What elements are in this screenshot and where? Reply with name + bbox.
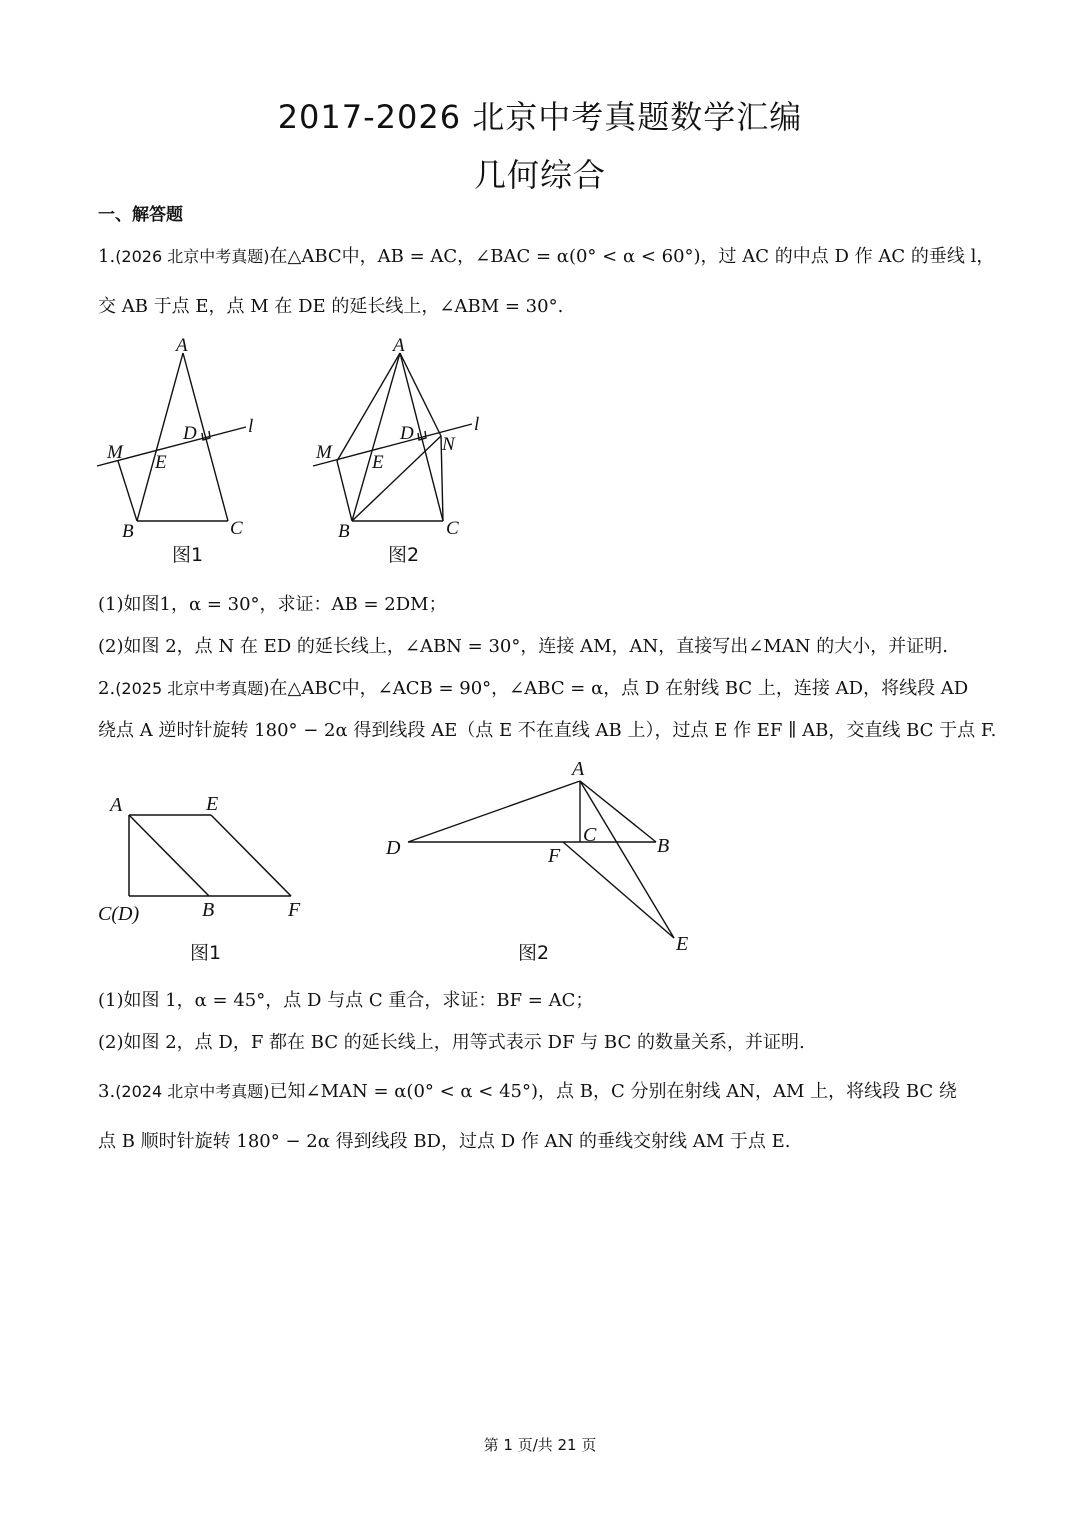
q1f2-label-a: A (393, 335, 405, 356)
q1f1-label-l: l (248, 416, 254, 437)
q2-fig2-caption: 图2 (518, 942, 550, 964)
q2f1-label-e: E (206, 793, 219, 815)
q2f2-label-f: F (548, 845, 561, 867)
q1-figure-1 (90, 330, 280, 570)
q1-number: 1. (98, 246, 116, 267)
q2-line1: 在△ABC中，∠ACB = 90°，∠ABC = α，点 D 在射线 BC 上，连接 AD，将线段 AD (269, 678, 969, 699)
q2f1-label-cd: C(D) (98, 903, 140, 925)
q2-source: (2025 北京中考真题) (115, 679, 270, 698)
q1f2-label-l: l (474, 414, 480, 435)
q1-figure-2 (305, 330, 495, 570)
page-subtitle: 几何综合 (473, 156, 606, 194)
page-title: 2017-2026 北京中考真题数学汇编 (277, 98, 803, 136)
q3-text-line2: 点 B 顺时针旋转 180° − 2α 得到线段 BD，过点 D 作 AN 的垂线交射线 AM 于点 E. (98, 1131, 791, 1152)
q2-text-line1 (98, 674, 968, 700)
q1f1-label-c: C (230, 518, 243, 539)
q2-number: 2. (98, 678, 116, 699)
q1f1-label-m: M (107, 442, 123, 463)
q3-source: (2024 北京中考真题) (115, 1082, 270, 1101)
q2-part2: (2)如图 2，点 D，F 都在 BC 的延长线上，用等式表示 DF 与 BC 的数量关系，并证明. (98, 1032, 805, 1053)
q3-line1: 已知∠MAN = α(0° < α < 45°)，点 B，C 分别在射线 AN，AM 上，将线段 BC 绕 (269, 1081, 957, 1102)
q2-text-line2: 绕点 A 逆时针旋转 180° − 2α 得到线段 AE（点 E 不在直线 AB 上），过点 E 作 EF ∥ AB，交直线 BC 于点 F. (98, 720, 997, 741)
q1-part1: (1)如图1，α = 30°，求证：AB = 2DM； (98, 594, 447, 615)
q2f1-label-a: A (110, 794, 123, 816)
q1f2-label-m: M (316, 442, 332, 463)
section-heading: 一、解答题 (98, 205, 183, 225)
q2f2-label-a: A (572, 758, 585, 780)
q2-figure-1 (90, 785, 320, 970)
q1-text-line1 (98, 242, 994, 268)
q1f2-label-d: D (400, 423, 414, 444)
q1f1-label-a: A (176, 335, 188, 356)
q1f2-label-n: N (442, 434, 455, 455)
q1-line1: 在△ABC中，AB = AC，∠BAC = α(0° < α < 60°)，过 AC 的中点 D 作 AC 的垂线 l， (269, 246, 995, 267)
q2f2-label-d: D (386, 837, 401, 859)
q3-number: 3. (98, 1081, 116, 1102)
q2-figure-2 (380, 755, 710, 970)
q2f1-label-f: F (288, 899, 301, 921)
q3-text-line1 (98, 1077, 957, 1103)
q1-source: (2026 北京中考真题) (115, 247, 270, 266)
q1f1-label-b: B (122, 521, 134, 542)
q2-fig1-caption: 图1 (190, 942, 222, 964)
q2f2-label-e: E (676, 933, 689, 955)
q2-part1: (1)如图 1，α = 45°，点 D 与点 C 重合，求证：BF = AC； (98, 990, 594, 1011)
q1f2-label-c: C (446, 518, 459, 539)
q2f2-label-c: C (583, 824, 597, 846)
q1f2-label-e: E (372, 452, 384, 473)
q1-part2: (2)如图 2，点 N 在 ED 的延长线上，∠ABN = 30°，连接 AM，AN，直接写出∠MAN 的大小，并证明. (98, 636, 948, 657)
q1f2-label-b: B (338, 521, 350, 542)
q1f1-label-e: E (155, 452, 167, 473)
q2f2-label-b: B (657, 835, 670, 857)
q1f1-label-d: D (183, 423, 197, 444)
q1-fig2-caption: 图2 (388, 544, 420, 566)
q1-text-line2: 交 AB 于点 E，点 M 在 DE 的延长线上，∠ABM = 30°. (98, 296, 564, 317)
page-footer: 第 1 页/共 21 页 (483, 1436, 597, 1454)
q1-fig1-caption: 图1 (172, 544, 204, 566)
q2f1-label-b: B (202, 899, 215, 921)
